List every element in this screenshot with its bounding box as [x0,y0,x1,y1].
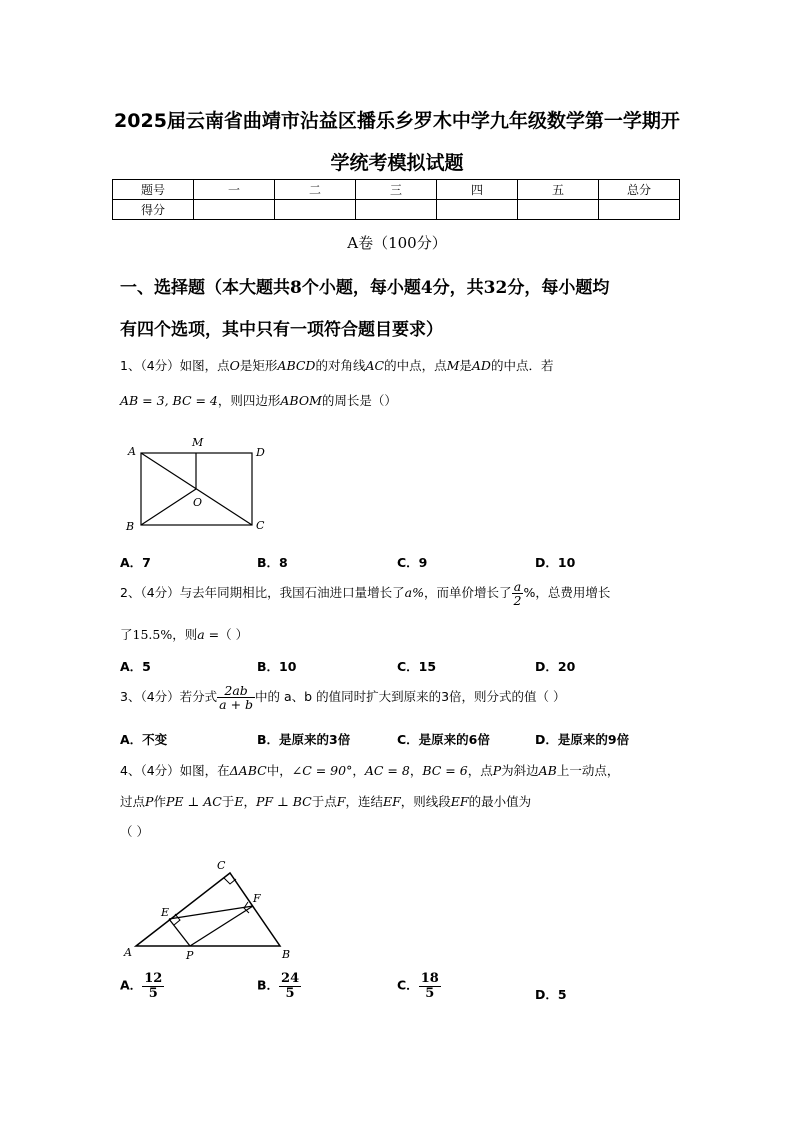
q2-stem-line2: 了15.5%，则a =（ ） [120,627,249,642]
q1-stem-line1: 1、（4分）如图，点O是矩形ABCD的对角线AC的中点，点M是AD的中点．若 [120,358,554,373]
score-header-cell: 题号 [113,180,194,200]
q3-option-a[interactable]: A．不变 [120,732,168,747]
score-header-cell: 总分 [599,180,680,200]
label-d: D [256,446,265,459]
score-row-label: 得分 [113,200,194,220]
score-cell[interactable] [437,200,518,220]
q3-fraction: $\frac{2ab}{a + b}$ [219,683,254,713]
q1-option-c[interactable]: C．9 [397,555,428,570]
q4-option-b[interactable]: B． $\frac{24}{5}$ [257,971,300,1001]
score-header-cell: 一 [194,180,275,200]
section-a-title: A卷（100分） [347,234,447,252]
score-cell[interactable] [194,200,275,220]
q2-option-d[interactable]: D．20 [535,659,576,674]
q1-option-d[interactable]: D．10 [535,555,576,570]
q1-stem-line2: AB = 3, BC = 4，则四边形ABOM的周长是（） [120,393,397,408]
label-b: B [282,948,291,961]
q4-stem-line3: （ ） [120,824,149,839]
q4-option-a[interactable]: A． $\frac{12}{5}$ [120,971,163,1001]
score-cell[interactable] [356,200,437,220]
q2-option-c[interactable]: C．15 [397,659,437,674]
exam-title-line1: 2025届云南省曲靖市沾益区播乐乡罗木中学九年级数学第一学期开 [114,110,680,132]
label-e: E [161,906,170,919]
part1-heading-line1: 一、选择题（本大题共8个小题，每小题4分，共32分，每小题均 [120,278,610,298]
segment-bo [141,489,196,525]
part1-heading-line2: 有四个选项，其中只有一项符合题目要求） [120,320,443,340]
q3-option-d[interactable]: D．是原来的9倍 [535,732,630,747]
score-cell[interactable] [275,200,356,220]
label-a: A [128,445,136,458]
score-header-cell: 三 [356,180,437,200]
q2-stem-line1: 2、（4分）与去年同期相比，我国石油进口量增长了a%，而单价增长了 $\frac{a}{2}$ %，总费用增长 [120,579,611,609]
q4-option-d[interactable]: D．5 [535,987,567,1002]
score-header-cell: 二 [275,180,356,200]
score-table [112,179,680,220]
score-header-cell: 五 [518,180,599,200]
segment-pe [169,919,190,946]
q2-option-b[interactable]: B．10 [257,659,297,674]
q2-option-a[interactable]: A．5 [120,659,151,674]
exam-title-line2: 学统考模拟试题 [330,152,464,174]
label-c: C [256,519,265,532]
score-cell[interactable] [599,200,680,220]
q1-rectangle-figure [120,434,280,534]
segment-pf [190,906,253,946]
label-m: M [192,436,204,449]
label-f: F [253,892,261,905]
q4-stem-line2: 过点P作PE ⊥ AC于E，PF ⊥ BC于点F，连结EF，则线段EF的最小值为 [120,794,532,809]
q4-option-c[interactable]: C． $\frac{18}{5}$ [397,971,439,1001]
q3-option-b[interactable]: B．是原来的3倍 [257,732,351,747]
label-b: B [126,520,135,533]
q2-fraction: $\frac{a}{2}$ [513,579,522,609]
score-header-cell: 四 [437,180,518,200]
q4-triangle-figure [120,856,310,966]
q3-option-c[interactable]: C．是原来的6倍 [397,732,490,747]
label-c: C [217,859,226,872]
q1-option-a[interactable]: A．7 [120,555,151,570]
segment-ef [169,906,253,919]
score-table-score-row [113,200,680,220]
label-p: P [186,949,194,962]
label-a: A [124,946,132,959]
score-table-header-row [113,180,680,200]
q1-option-b[interactable]: B．8 [257,555,288,570]
label-o: O [193,496,203,509]
q3-stem: 3、（4分）若分式 $\frac{2ab}{a + b}$ 中的 a、b 的值同时扩大到原来的3倍，则分式的值（ ） [120,683,566,713]
score-cell[interactable] [518,200,599,220]
q4-stem-line1: 4、（4分）如图，在ΔABC中，∠C = 90°，AC = 8，BC = 6，点P为斜边AB上一动点， [120,763,620,778]
